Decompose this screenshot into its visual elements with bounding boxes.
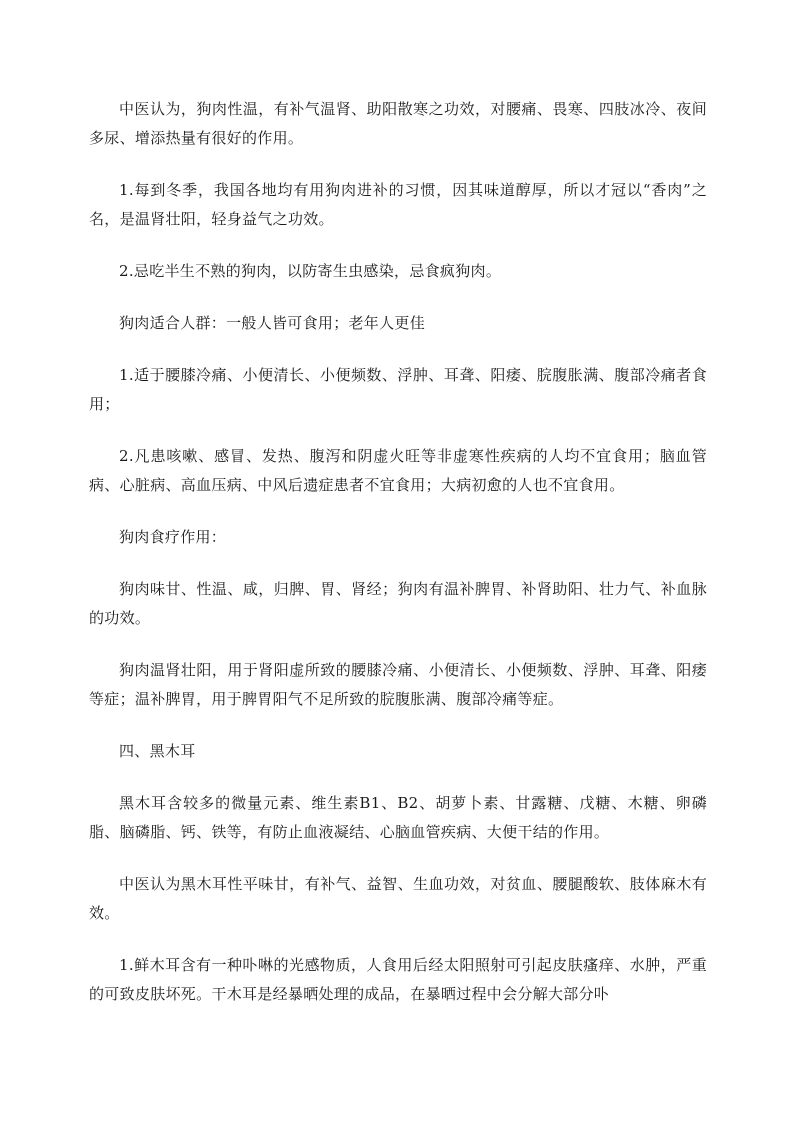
paragraph-dog-meat-suitable-people: 狗肉适合人群：一般人皆可食用；老年人更佳 [119,314,426,332]
paragraph-black-fungus-tcm: 中医认为黑木耳性平味甘，有补气、益智、生血功效，对贫血、腰腿酸软、肢体麻木有效。 [89,875,707,922]
paragraph-dog-meat-tip-1: 1.每到冬季，我国各地均有用狗肉进补的习惯，因其味道醇厚，所以才冠以“香肉”之名，是温肾壮阳，轻身益气之功效。 [89,181,707,228]
document-body [89,95,707,1032]
paragraph-dog-meat-effects: 狗肉温肾壮阳，用于肾阳虚所致的腰膝冷痛、小便清长、小便频数、浮肿、耳聋、阳痿等症；温补脾胃，用于脾胃阳气不足所致的脘腹胀满、腹部冷痛等症。 [89,661,707,708]
paragraph-dog-meat-suitable-1: 1.适于腰膝冷痛、小便清长、小便频数、浮肿、耳聋、阳痿、脘腹胀满、腹部冷痛者食用； [89,366,707,413]
paragraph-dog-meat-properties: 狗肉味甘、性温、咸，归脾、胃、肾经；狗肉有温补脾胃、补肾助阳、壮力气、补血脉的功效。 [89,580,707,627]
paragraph-dog-meat-unsuitable-2: 2.凡患咳嗽、感冒、发热、腹泻和阴虚火旺等非虚寒性疾病的人均不宜食用；脑血管病、心脏病、高血压病、中风后遗症患者不宜食用；大病初愈的人也不宜食用。 [89,447,707,494]
section-heading-black-fungus: 四、黑木耳 [119,742,196,760]
paragraph-dog-meat-tcm: 中医认为，狗肉性温，有补气温肾、助阳散寒之功效，对腰痛、畏寒、四肢冰冷、夜间多尿、增添热量有很好的作用。 [89,100,707,147]
paragraph-dog-meat-therapy-heading: 狗肉食疗作用： [119,528,227,546]
paragraph-black-fungus-nutrients: 黑木耳含较多的微量元素、维生素B1、B2、胡萝卜素、甘露糖、戊糖、木糖、卵磷脂、脑磷脂、钙、铁等，有防止血液凝结、心脑血管疾病、大便干结的作用。 [89,794,707,841]
paragraph-dog-meat-tip-2: 2.忌吃半生不熟的狗肉，以防寄生虫感染，忌食疯狗肉。 [119,262,502,280]
paragraph-black-fungus-tip-1: 1.鲜木耳含有一种卟啉的光感物质，人食用后经太阳照射可引起皮肤瘙痒、水肿，严重的可致皮肤坏死。干木耳是经暴晒处理的成品，在暴晒过程中会分解大部分卟 [89,956,707,1003]
